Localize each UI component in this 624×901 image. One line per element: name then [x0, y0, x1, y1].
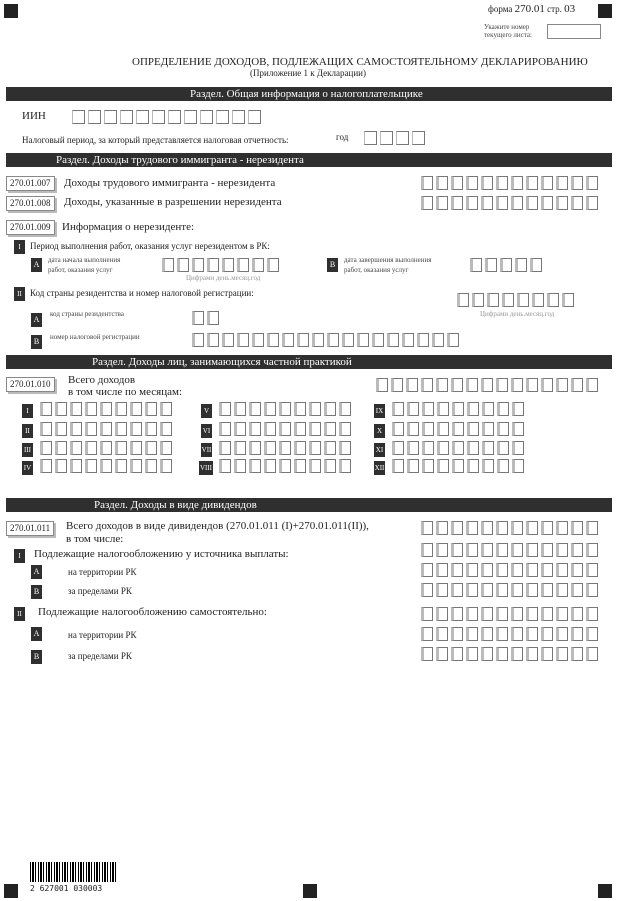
- month-1-label: I: [22, 404, 33, 418]
- source-outside-rk-label: за пределами РК: [68, 586, 132, 596]
- sheet-hint: [484, 23, 532, 39]
- line-010-code: 270.01.010: [6, 377, 55, 392]
- line-011-code: 270.01.011: [6, 521, 54, 536]
- section-private-practice-title: Раздел. Доходы лиц, занимающихся частной практикой: [92, 356, 352, 368]
- source-outside-rk-letter: B: [31, 585, 42, 599]
- month-2-cells[interactable]: [40, 422, 172, 436]
- section-general-info: [6, 87, 612, 101]
- dividends-roman-1: I: [14, 549, 25, 563]
- month-6-cells[interactable]: [219, 422, 351, 436]
- country-date-hint: Цифрами день.месяц.год: [480, 310, 555, 318]
- section-immigrant-income: [6, 153, 612, 167]
- month-11-label: XI: [374, 443, 385, 457]
- dividends-total-label-2: в том числе:: [66, 533, 124, 545]
- barcode-image: [30, 862, 118, 882]
- month-7-cells[interactable]: [219, 441, 351, 455]
- section-private-practice: [6, 355, 612, 369]
- iin-cells[interactable]: [72, 110, 261, 124]
- barcode-number: 2 627001 030003: [30, 884, 103, 893]
- form-number: [488, 3, 575, 15]
- self-taxed-cells[interactable]: [421, 607, 598, 621]
- end-date-letter: B: [327, 258, 338, 272]
- section-dividends-title: Раздел. Доходы в виде дивидендов: [94, 499, 257, 511]
- self-outside-rk-label: за пределами РК: [68, 651, 132, 661]
- tax-reg-label: номер налоговой регистрации: [50, 333, 140, 341]
- country-date-cells[interactable]: [457, 293, 574, 307]
- corner-marker-bottom-left: [4, 884, 18, 898]
- work-period-label: Период выполнения работ, оказания услуг нерезидентом в РК:: [30, 241, 270, 251]
- line-007-code: 270.01.007: [6, 176, 55, 191]
- sheet-hint-line1: Укажите номер: [484, 23, 530, 31]
- section-immigrant-income-title: Раздел. Доходы трудового иммигранта - нерезидента: [56, 154, 304, 166]
- year-cells[interactable]: [364, 131, 425, 145]
- line-009-label: Информация о нерезиденте:: [62, 221, 195, 233]
- month-12-label: XII: [374, 461, 385, 475]
- line-008-cells[interactable]: [421, 196, 598, 210]
- section-dividends: [6, 498, 612, 512]
- self-in-rk-label: на территории РК: [68, 630, 137, 640]
- end-date-label-2: работ, оказания услуг: [344, 266, 409, 274]
- end-date-label-1: дата завершения выполнения: [344, 256, 432, 264]
- section2-roman-2: II: [14, 287, 25, 301]
- start-date-label-1: дата начала выполнения: [48, 256, 121, 264]
- line-009-code: 270.01.009: [6, 220, 55, 235]
- month-9-label: IX: [374, 404, 385, 418]
- source-outside-rk-cells[interactable]: [421, 583, 598, 597]
- line-010-cells[interactable]: [376, 378, 598, 392]
- source-in-rk-label: на территории РК: [68, 567, 137, 577]
- iin-label: ИИН: [22, 110, 46, 122]
- corner-marker-bottom-right: [598, 884, 612, 898]
- month-7-label: VII: [201, 443, 212, 457]
- month-9-cells[interactable]: [392, 402, 524, 416]
- month-4-cells[interactable]: [40, 459, 172, 473]
- total-income-label: Всего доходов: [68, 374, 136, 386]
- form-prefix: форма: [488, 4, 513, 14]
- corner-marker-bottom-middle: [303, 884, 317, 898]
- month-2-label: II: [22, 424, 33, 438]
- self-in-rk-cells[interactable]: [421, 627, 598, 641]
- self-outside-rk-cells[interactable]: [421, 647, 598, 661]
- page-subtitle: (Приложение 1 к Декларации): [250, 68, 366, 78]
- month-5-cells[interactable]: [219, 402, 351, 416]
- tax-reg-letter: B: [31, 335, 42, 349]
- sheet-number-input[interactable]: [547, 24, 601, 39]
- line-011-cells[interactable]: [421, 521, 598, 535]
- page-title: ОПРЕДЕЛЕНИЕ ДОХОДОВ, ПОДЛЕЖАЩИХ САМОСТОЯТЕЛЬНОМУ ДЕКЛАРИРОВАНИЮ: [132, 56, 588, 68]
- month-12-cells[interactable]: [392, 459, 524, 473]
- month-4-label: IV: [22, 461, 33, 475]
- end-date-cells[interactable]: [470, 258, 542, 272]
- year-label: год: [336, 132, 349, 142]
- start-date-hint: Цифрами день.месяц.год: [186, 274, 261, 282]
- sheet-hint-line2: текущего листа:: [484, 31, 532, 39]
- form-code: 270.01: [514, 3, 545, 15]
- month-1-cells[interactable]: [40, 402, 172, 416]
- month-6-label: VI: [201, 424, 212, 438]
- month-10-cells[interactable]: [392, 422, 524, 436]
- line-007-label: Доходы трудового иммигранта - нерезидента: [64, 177, 276, 189]
- source-taxed-label: Подлежащие налогообложению у источника выплаты:: [34, 548, 289, 560]
- self-outside-rk-letter: B: [31, 650, 42, 664]
- section2-roman-1: I: [14, 240, 25, 254]
- country-code-cells[interactable]: [192, 311, 219, 325]
- line-008-label: Доходы, указанные в разрешении нерезидента: [64, 196, 282, 208]
- country-code-label: код страны резидентства: [50, 310, 124, 318]
- section-general-info-title: Раздел. Общая информация о налогоплательщике: [190, 88, 423, 100]
- month-5-label: V: [201, 404, 212, 418]
- start-date-label: [48, 255, 120, 275]
- page-prefix: стр.: [547, 4, 562, 14]
- month-3-label: III: [22, 443, 33, 457]
- line-008-code: 270.01.008: [6, 196, 55, 211]
- country-code-letter: A: [31, 313, 42, 327]
- month-3-cells[interactable]: [40, 441, 172, 455]
- tax-reg-cells[interactable]: [192, 333, 459, 347]
- source-in-rk-cells[interactable]: [421, 563, 598, 577]
- self-taxed-label: Подлежащие налогообложению самостоятельно:: [38, 606, 267, 618]
- source-taxed-cells[interactable]: [421, 543, 598, 557]
- end-date-label: [344, 255, 431, 275]
- self-in-rk-letter: A: [31, 627, 42, 641]
- start-date-label-2: работ, оказания услуг: [48, 266, 113, 274]
- start-date-letter: A: [31, 258, 42, 272]
- corner-marker-top-left: [4, 4, 18, 18]
- monthly-label: в том числе по месяцам:: [68, 386, 183, 398]
- tax-period-label: Налоговый период, за который представляется налоговая отчетность:: [22, 135, 289, 145]
- start-date-cells[interactable]: [162, 258, 279, 272]
- month-10-label: X: [374, 424, 385, 438]
- corner-marker-top-right: [598, 4, 612, 18]
- month-11-cells[interactable]: [392, 441, 524, 455]
- dividends-roman-2: II: [14, 607, 25, 621]
- source-in-rk-letter: A: [31, 565, 42, 579]
- month-8-cells[interactable]: [219, 459, 351, 473]
- dividends-total-label-1: Всего доходов в виде дивидендов (270.01.011 (I)+270.01.011(II)),: [66, 520, 369, 532]
- line-007-cells[interactable]: [421, 176, 598, 190]
- country-reg-label: Код страны резидентства и номер налоговой регистрации:: [30, 288, 254, 298]
- page-number: 03: [564, 3, 576, 15]
- month-8-label: VIII: [199, 461, 213, 475]
